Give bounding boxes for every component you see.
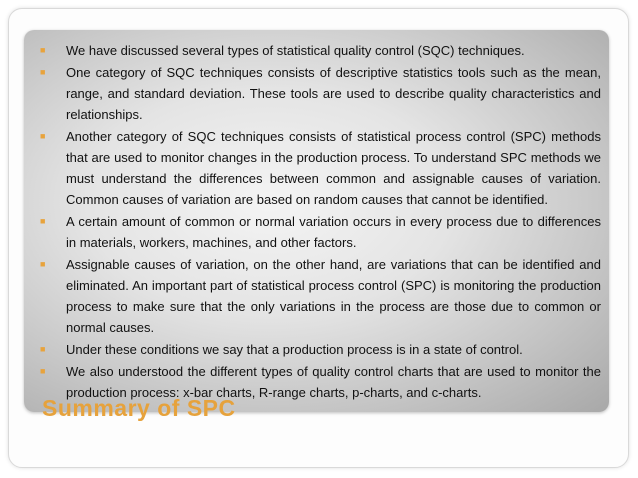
square-bullet-icon: ■: [40, 45, 46, 55]
square-bullet-icon: ■: [40, 366, 46, 376]
square-bullet-icon: ■: [40, 344, 46, 354]
bullet-text: A certain amount of common or normal variation occurs in every process due to differences in materials, workers, machines, and other factors.: [66, 214, 601, 250]
slide-title: Summary of SPC: [42, 395, 236, 421]
square-bullet-icon: ■: [40, 131, 46, 141]
bullet-item: [40, 126, 601, 210]
bullet-item: [40, 254, 601, 338]
bullet-item: [40, 339, 601, 360]
bullet-text: Another category of SQC techniques consists of statistical process control (SPC) methods that are used to monitor changes in the production process. To understand SPC methods we must understand the differences between common and assignable causes of variation. Common causes of variation are based on random causes that cannot be identified.: [66, 129, 601, 207]
bullet-text: We also understood the different types of quality control charts that are used to monitor the production process: x-bar charts, R-range charts, p-charts, and c-charts.: [66, 364, 601, 400]
bullet-item: [40, 361, 601, 403]
square-bullet-icon: ■: [40, 67, 46, 77]
bullet-item: [40, 211, 601, 253]
square-bullet-icon: ■: [40, 259, 46, 269]
bullet-text: Assignable causes of variation, on the other hand, are variations that can be identified and eliminated. An important part of statistical process control (SPC) is monitoring the production process to make sure that the only variations in the process are those due to common or normal causes.: [66, 257, 601, 335]
bullet-item: [40, 40, 601, 61]
bullet-text: Under these conditions we say that a production process is in a state of control.: [66, 342, 523, 357]
bullet-item: [40, 62, 601, 125]
bullet-text: One category of SQC techniques consists of descriptive statistics tools such as the mean, range, and standard deviation. These tools are used to describe quality characteristics and relationships.: [66, 65, 601, 122]
bullet-text: We have discussed several types of statistical quality control (SQC) techniques.: [66, 43, 525, 58]
square-bullet-icon: ■: [40, 216, 46, 226]
bullet-list: [40, 40, 601, 404]
